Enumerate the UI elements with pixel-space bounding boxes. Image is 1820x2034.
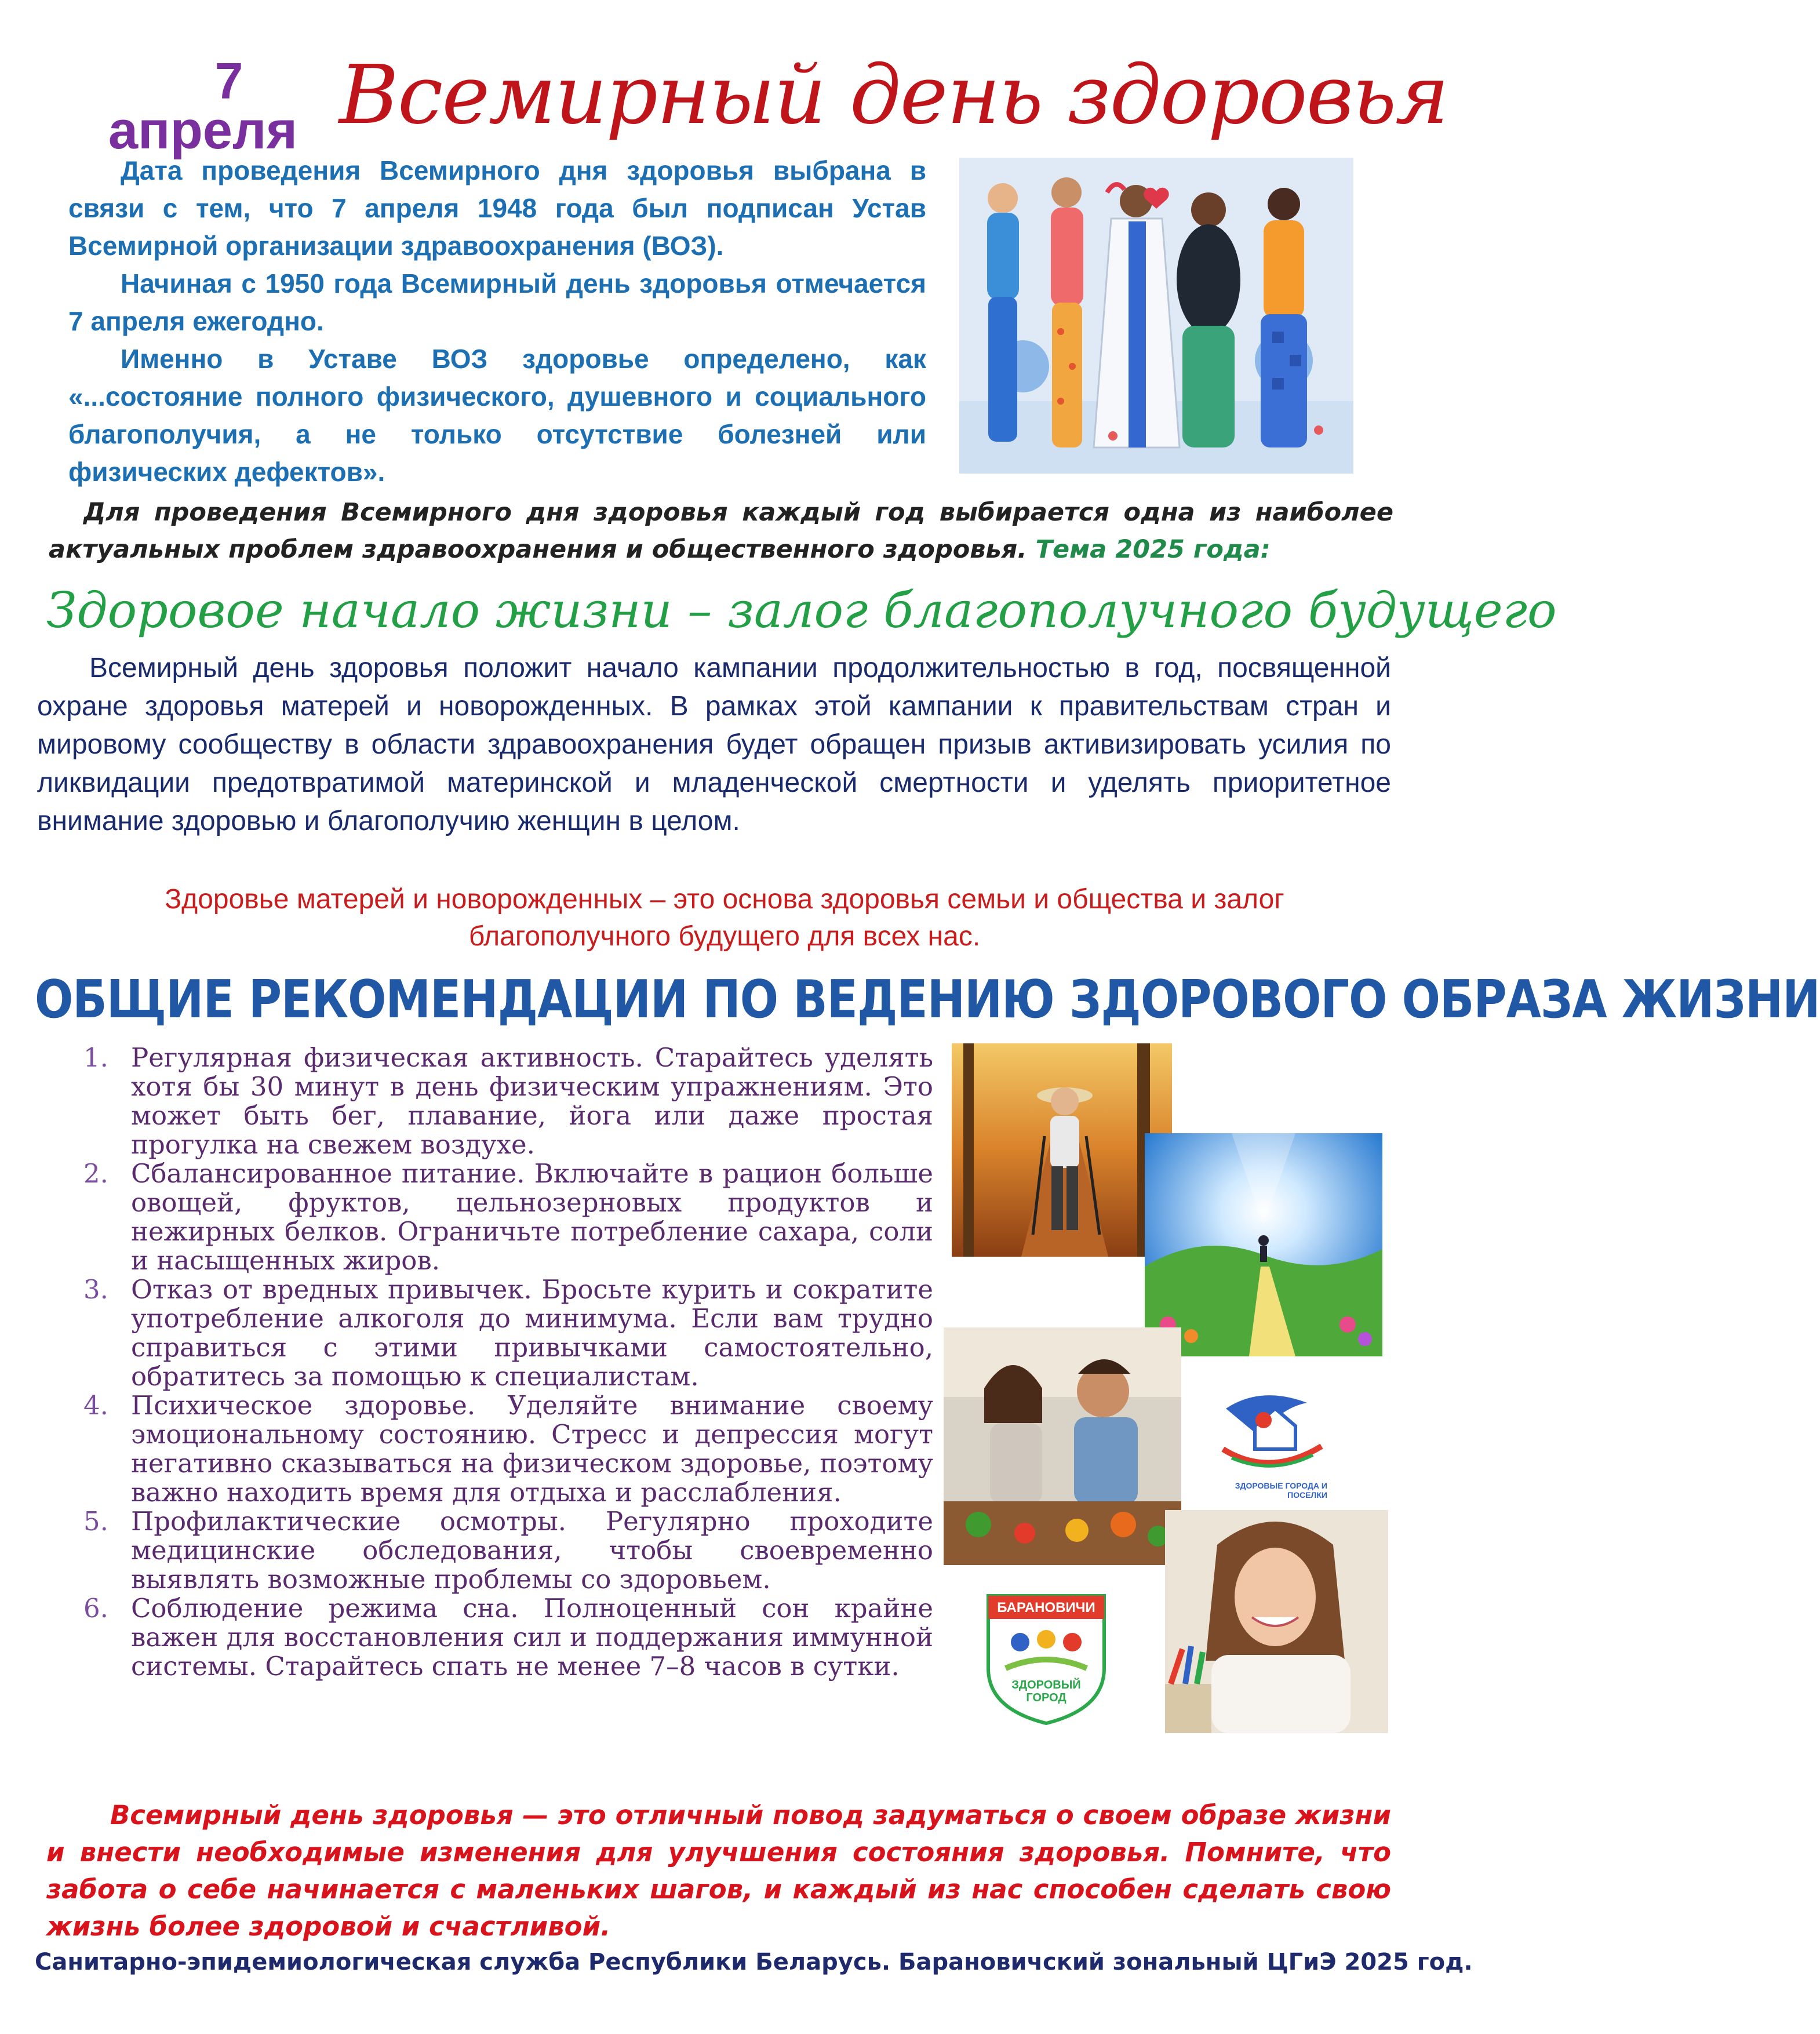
intro-section bbox=[68, 152, 926, 491]
couple-cooking-photo bbox=[944, 1327, 1181, 1565]
list-item-number: 1. bbox=[83, 1042, 108, 1073]
list-item bbox=[81, 1507, 933, 1594]
smiling-woman-photo bbox=[1165, 1510, 1388, 1733]
list-item-text: Профилактические осмотры. Регулярно проходите медицинские обследования, чтобы своевременно выявлять возможные проблемы со здоровьем. bbox=[131, 1506, 933, 1595]
people-illustration bbox=[959, 158, 1353, 474]
list-item bbox=[81, 1043, 933, 1159]
theme-title: Здоровое начало жизни – залог благополучного будущего bbox=[46, 582, 1557, 639]
theme-intro bbox=[49, 494, 1393, 568]
campaign-paragraph: Всемирный день здоровья положит начало кампании продолжительностью в год, посвященной охране здоровья матерей и новорожденных. В рамках этой кампании к правительствам стран и мировому сообществу в области здравоохранения будет обращен призыв активизировать усилия по ликвидации предотвратимой материнской и младенческой смертности и уделять приоритетное внимание здоровью и благополучию женщин в целом. bbox=[37, 653, 1391, 836]
date-badge bbox=[87, 52, 319, 160]
list-item bbox=[81, 1594, 933, 1681]
list-item bbox=[81, 1159, 933, 1275]
list-item-number: 5. bbox=[83, 1506, 108, 1537]
intro-paragraph-2: Начиная с 1950 года Всемирный день здоровья отмечается 7 апреля ежегодно. bbox=[68, 268, 926, 336]
date-month: апреля bbox=[108, 101, 298, 160]
list-item-number: 4. bbox=[83, 1390, 108, 1421]
closing-paragraph: Всемирный день здоровья — это отличный повод задуматься о своем образе жизни и внести необходимые изменения для улучшения состояния здоровья. Помните, что забота о себе начинается с маленьких шагов, и каждый из нас способен сделать свою жизнь более здоровой и счастливой. bbox=[46, 1800, 1391, 1942]
date-day: 7 bbox=[214, 52, 243, 110]
baranovichi-logo bbox=[980, 1587, 1113, 1726]
list-item bbox=[81, 1275, 933, 1391]
page-title: Всемирный день здоровья bbox=[339, 48, 1448, 143]
baranovichi-logo-top-text: БАРАНОВИЧИ bbox=[997, 1600, 1095, 1615]
baranovichi-logo-bottom-text: ЗДОРОВЫЙ ГОРОД bbox=[1011, 1679, 1081, 1704]
list-item-text: Отказ от вредных привычек. Бросьте курить и сократите употребление алкоголя до минимума. Если вам трудно справиться с этими привычками самостоятельно, обратитесь за помощью к специалистам. bbox=[131, 1274, 933, 1392]
list-item-number: 2. bbox=[83, 1158, 108, 1189]
recommendations-list bbox=[81, 1043, 933, 1681]
runner-landscape-photo bbox=[1145, 1133, 1382, 1356]
recommendations-heading: ОБЩИЕ РЕКОМЕНДАЦИИ ПО ВЕДЕНИЮ ЗДОРОВОГО ОБРАЗА ЖИЗНИ bbox=[35, 970, 1820, 1030]
list-item-text: Соблюдение режима сна. Полноценный сон крайне важен для восстановления сил и поддержания иммунной системы. Старайтесь спать не менее 7–8 часов в сутки. bbox=[131, 1593, 933, 1682]
list-item-number: 3. bbox=[83, 1274, 108, 1305]
hiking-woman-photo bbox=[952, 1043, 1172, 1257]
list-item-text: Психическое здоровье. Уделяйте внимание своему эмоциональному состоянию. Стресс и депрессия могут негативно сказываться на физическом здоровье, поэтому важно находить время для отдыха и расслабления. bbox=[131, 1390, 933, 1508]
healthy-cities-logo-text: ЗДОРОВЫЕ ГОРОДА И ПОСЕЛКИ bbox=[1235, 1481, 1327, 1500]
motto-text: Здоровье матерей и новорожденных – это основа здоровья семьи и общества и залог благополучного будущего для всех нас. bbox=[165, 884, 1284, 952]
theme-intro-text: Для проведения Всемирного дня здоровья каждый год выбирается одна из наиболее актуальных проблем здравоохранения и общественного здоровья. bbox=[49, 498, 1393, 564]
healthy-cities-logo bbox=[1209, 1385, 1333, 1501]
list-item-number: 6. bbox=[83, 1593, 108, 1624]
list-item-text: Регулярная физическая активность. Старайтесь уделять хотя бы 30 минут в день физическим упражнениям. Это может быть бег, плавание, йога или даже простая прогулка на свежем воздухе. bbox=[131, 1042, 933, 1160]
footer-text: Санитарно-эпидемиологическая служба Республики Беларусь. Барановичский зональный ЦГиЭ 2025 год. bbox=[35, 1949, 1473, 1975]
list-item-text: Сбалансированное питание. Включайте в рацион больше овощей, фруктов, цельнозерновых продуктов и нежирных белков. Ограничьте потребление сахара, соли и насыщенных жиров. bbox=[131, 1158, 933, 1276]
list-item bbox=[81, 1391, 933, 1507]
theme-label: Тема 2025 года: bbox=[1035, 535, 1271, 564]
intro-paragraph-3: Именно в Уставе ВОЗ здоровье определено, как «...состояние полного физического, душевного и социального благополучия, а не только отсутствие болезней или физических дефектов». bbox=[68, 344, 926, 487]
intro-paragraph-1: Дата проведения Всемирного дня здоровья выбрана в связи с тем, что 7 апреля 1948 года был подписан Устав Всемирной организации здравоохранения (ВОЗ). bbox=[68, 155, 926, 261]
